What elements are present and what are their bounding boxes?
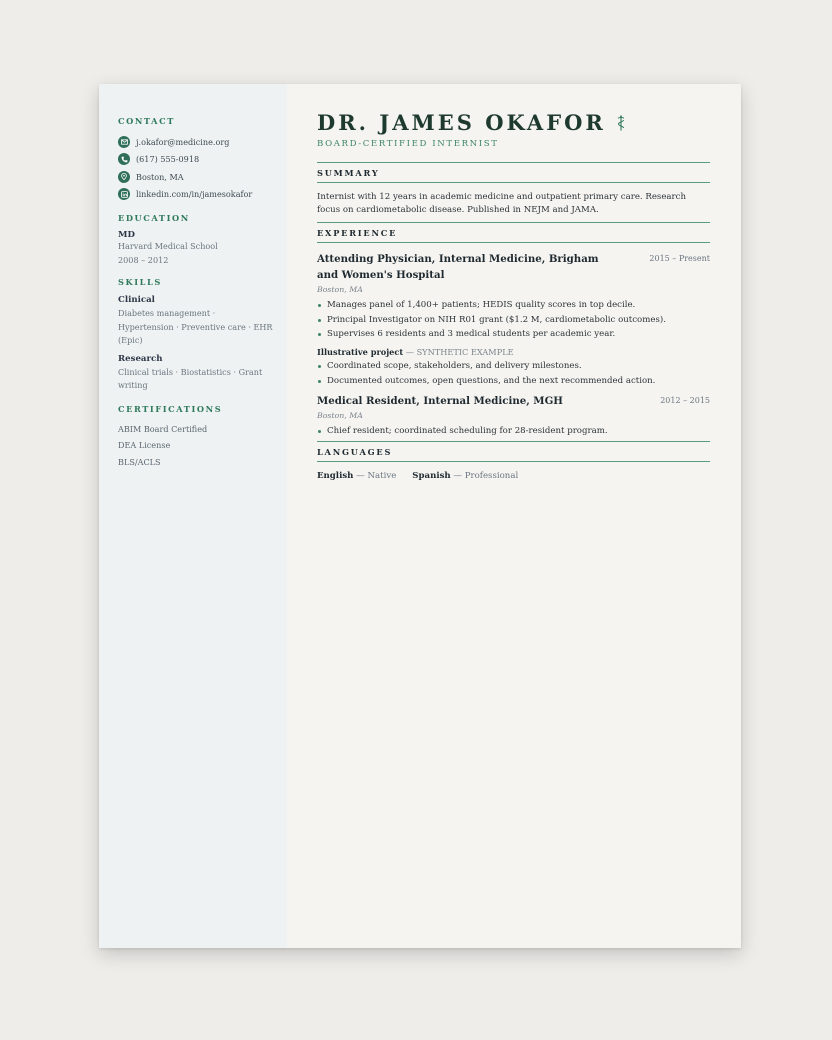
experience-heading — [317, 222, 710, 243]
certification-item: DEA License — [118, 440, 171, 451]
contact-linkedin-text: linkedin.com/in/jamesokafor — [136, 189, 253, 200]
job-bullet: Manages panel of 1,400+ patients; HEDIS quality scores in top decile. — [317, 298, 710, 313]
job-dates: 2015 – Present — [649, 254, 710, 263]
resume-page — [99, 84, 741, 948]
language-level: — Native — [353, 471, 397, 482]
experience-heading-text: EXPERIENCE — [317, 227, 398, 238]
job-bullets — [317, 424, 710, 439]
language-name: Spanish — [412, 471, 451, 482]
language-item — [317, 471, 396, 481]
job-location: Boston, MA — [317, 410, 363, 420]
language-name: English — [317, 471, 354, 482]
email-icon — [118, 136, 130, 148]
person-title: BOARD-CERTIFIED INTERNIST — [317, 139, 499, 149]
contact-heading: CONTACT — [118, 116, 175, 126]
project-bullets — [317, 359, 710, 388]
language-level: — Professional — [450, 471, 519, 482]
job-entry — [317, 251, 710, 389]
education-degree: MD — [118, 230, 135, 240]
contact-phone[interactable] — [118, 151, 273, 169]
job-title: Medical Resident, Internal Medicine, MGH — [317, 394, 563, 407]
project-tag: — SYNTHETIC EXAMPLE — [403, 347, 514, 358]
job-bullet: Supervises 6 residents and 3 medical students per academic year. — [317, 327, 710, 342]
education-school: Harvard Medical School — [118, 241, 218, 251]
education-years: 2008 – 2012 — [118, 254, 169, 265]
summary-heading — [317, 162, 710, 183]
job-bullet: Chief resident; coordinated scheduling for 28-resident program. — [317, 424, 710, 439]
job-bullet: Principal Investigator on NIH R01 grant ($1.2 M, cardiometabolic outcomes). — [317, 313, 710, 328]
certifications-heading: CERTIFICATIONS — [118, 403, 223, 414]
certification-item: BLS/ACLS — [118, 456, 161, 467]
education-heading: EDUCATION — [118, 213, 190, 223]
summary-heading-text: SUMMARY — [317, 167, 380, 178]
contact-location-text: Boston, MA — [136, 171, 184, 182]
languages-heading — [317, 441, 710, 462]
contact-email-text: j.okafor@medicine.org — [136, 136, 230, 147]
summary-text: Internist with 12 years in academic medicine and outpatient primary care. Research focus on cardiometabolic disease. Published in NEJM and JAMA. — [317, 192, 686, 215]
language-item — [412, 471, 518, 481]
project-bullet: Coordinated scope, stakeholders, and delivery milestones. — [317, 359, 710, 374]
skill-group-clinical-title: Clinical — [118, 295, 155, 305]
languages-list — [317, 471, 710, 481]
skills-heading: SKILLS — [118, 277, 162, 287]
contact-location — [118, 168, 273, 186]
location-icon — [118, 171, 130, 183]
contact-phone-text: (617) 555-0918 — [136, 154, 200, 165]
skill-group-clinical-items: Diabetes management · Hypertension · Preventive care · EHR (Epic) — [118, 308, 273, 345]
name-row — [317, 110, 710, 136]
caduceus-icon — [616, 115, 626, 131]
main-content — [317, 110, 710, 481]
job-header — [317, 251, 710, 283]
contact-linkedin[interactable] — [118, 186, 273, 204]
project-line — [317, 345, 710, 359]
project-bullet: Documented outcomes, open questions, and the next recommended action. — [317, 374, 710, 389]
job-dates: 2012 – 2015 — [660, 395, 710, 405]
phone-icon — [118, 153, 130, 165]
person-name: DR. JAMES OKAFOR — [317, 110, 606, 135]
skill-group-research-items: Clinical trials · Biostatistics · Grant writing — [118, 366, 263, 390]
skill-group-research-title: Research — [118, 353, 163, 364]
job-header — [317, 393, 710, 409]
job-title: Attending Physician, Internal Medicine, Brigham and Women's Hospital — [317, 253, 599, 281]
sidebar — [99, 84, 287, 948]
certification-item: ABIM Board Certified — [118, 423, 208, 434]
linkedin-icon — [118, 188, 130, 200]
job-entry — [317, 393, 710, 439]
job-location: Boston, MA — [317, 285, 363, 294]
project-label: Illustrative project — [317, 347, 404, 358]
contact-email[interactable] — [118, 133, 273, 151]
languages-heading-text: LANGUAGES — [317, 446, 393, 457]
job-bullets — [317, 298, 710, 342]
